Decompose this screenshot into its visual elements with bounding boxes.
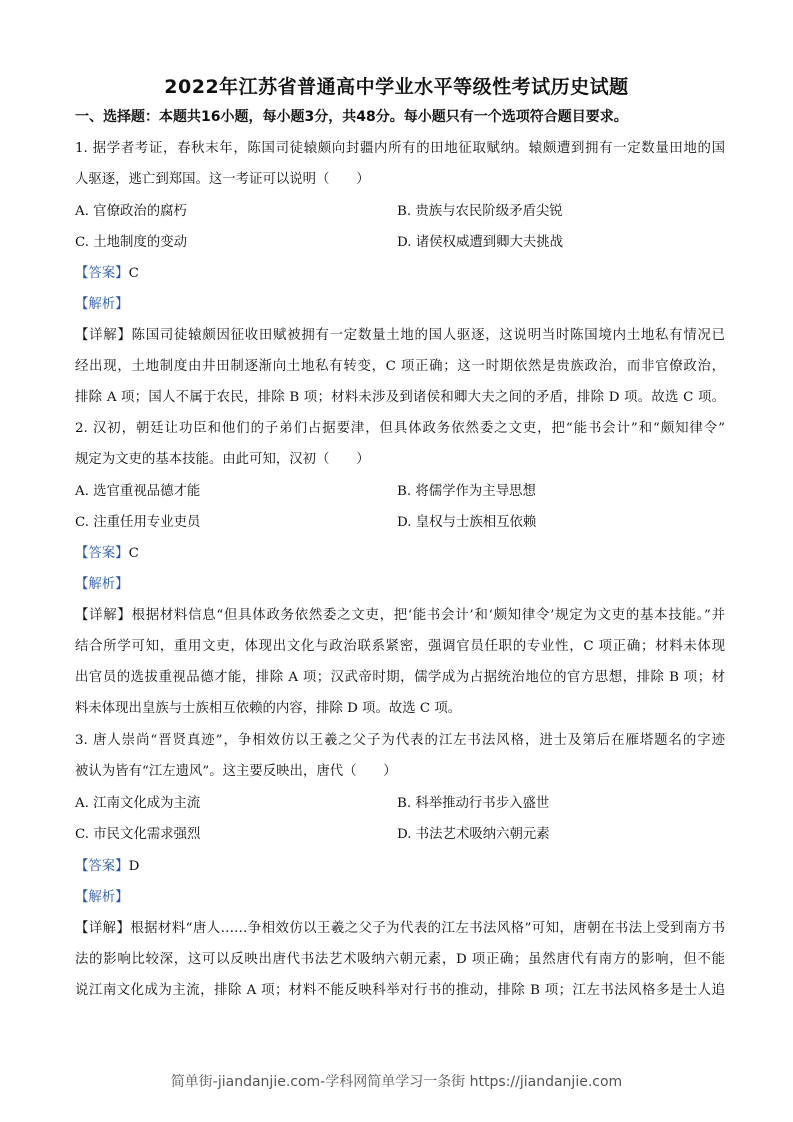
q2-option-a: A. 选官重视品德才能 <box>75 484 201 499</box>
page-title: 2022年江苏省普通高中学业水平等级性考试历史试题 <box>164 76 629 98</box>
page-footer[interactable]: 简单街-jiandanjie.com-学科网简单学习一条街 https://jiandanjie.com <box>170 1074 623 1090</box>
q2-stem-line-2: 规定为文吏的基本技能。由此可知，汉初（ ） <box>75 452 370 467</box>
answer-label: 【答案】 <box>75 266 129 281</box>
q3-detail-line-2: 法的影响比较深，这可以反映出唐代书法艺术吸纳六朝元素，D 项正确；虽然唐代有南方的影响，但不能 <box>75 952 725 967</box>
q3-answer-value: D <box>128 859 140 874</box>
q2-answer <box>75 545 725 563</box>
section-heading: 一、选择题：本题共16小题，每小题3分，共48分。每小题只有一个选项符合题目要求。 <box>75 109 628 125</box>
q3-detail-line-1: 【详解】根据材料“唐人……争相效仿以王羲之父子为代表的江左书法风格”可知，唐朝在书法上受到南方书 <box>75 921 725 936</box>
q2-option-c: C. 注重任用专业吏员 <box>75 515 201 530</box>
detail-label: 【详解】 <box>75 328 132 343</box>
q1-option-b: B. 贵族与农民阶级矛盾尖锐 <box>397 204 563 219</box>
q2-option-d: D. 皇权与士族相互依赖 <box>397 515 537 530</box>
q1-analysis-label: 【解析】 <box>75 297 129 312</box>
q1-answer-value: C <box>128 266 139 281</box>
q1-detail-line-3: 排除 A 项；国人不属于农民，排除 B 项；材料未涉及到诸侯和卿大夫之间的矛盾，排除 D 项。故选 C 项。 <box>75 390 725 405</box>
q1-option-c: C. 土地制度的变动 <box>75 235 188 250</box>
q1-detail-line-1: 【详解】陈国司徒辕颇因征收田赋被拥有一定数量土地的国人驱逐，这说明当时陈国境内土地私有情况已 <box>75 328 726 343</box>
q3-stem-line-2: 被认为皆有“江左遗风”。这主要反映出，唐代（ ） <box>75 764 397 779</box>
q3-analysis-label: 【解析】 <box>75 890 129 905</box>
detail-label: 【详解】 <box>75 608 132 623</box>
answer-label: 【答案】 <box>75 546 129 561</box>
q1-answer <box>75 265 725 283</box>
detail-label: 【详解】 <box>75 921 131 936</box>
answer-label: 【答案】 <box>75 859 129 874</box>
q1-option-d: D. 诸侯权威遭到卿大夫挑战 <box>397 235 564 250</box>
q3-option-a: A. 江南文化成为主流 <box>75 796 201 811</box>
q2-detail-line-2: 结合所学可知，重用文吏，体现出文化与政治联系紧密，强调官员任职的专业性，C 项正确；材料未体现 <box>75 639 725 654</box>
q3-option-b: B. 科举推动行书步入盛世 <box>397 796 550 811</box>
q3-answer <box>75 858 725 876</box>
q3-detail-line-3: 说江南文化成为主流，排除 A 项；材料不能反映科举对行书的推动，排除 B 项；江左书法风格多是士人追 <box>75 983 725 998</box>
q2-detail-line-3: 出官员的选拔重视品德才能，排除 A 项；汉武帝时期，儒学成为占据统治地位的官方思想，排除 B 项；材 <box>75 670 725 685</box>
q3-option-c: C. 市民文化需求强烈 <box>75 827 201 842</box>
q3-stem-line-1: 3. 唐人崇尚“晋贤真迹”，争相效仿以王羲之父子为代表的江左书法风格，进士及第后在雁塔题名的字迹 <box>75 733 725 748</box>
q1-stem-line-1: 1. 据学者考证，春秋末年，陈国司徒辕颇向封疆内所有的田地征取赋纳。辕颇遭到拥有一定数量田地的国 <box>75 141 725 156</box>
q2-answer-value: C <box>128 546 139 561</box>
q2-detail-line-1: 【详解】根据材料信息“但具体政务依然委之文吏，把‘能书会计’和‘颇知律令’规定为文吏的基本技能。”并 <box>75 608 726 623</box>
q1-option-a: A. 官僚政治的腐朽 <box>75 204 187 219</box>
q3-option-d: D. 书法艺术吸纳六朝元素 <box>397 827 550 842</box>
q2-option-b: B. 将儒学作为主导思想 <box>397 484 536 499</box>
q1-stem-line-2: 人驱逐，逃亡到郑国。这一考证可以说明（ ） <box>75 172 370 187</box>
q2-analysis-label: 【解析】 <box>75 577 129 592</box>
q2-detail-line-4: 料未体现出皇族与士族相互依赖的内容，排除 D 项。故选 C 项。 <box>75 701 462 716</box>
q1-detail-line-2: 经出现，土地制度由井田制逐渐向土地私有转变，C 项正确；这一时期依然是贵族政治，而非官僚政治， <box>75 359 725 374</box>
q2-stem-line-1: 2. 汉初，朝廷让功臣和他们的子弟们占据要津，但具体政务依然委之文吏，把“能书会计”和“颇知律令” <box>75 421 725 436</box>
